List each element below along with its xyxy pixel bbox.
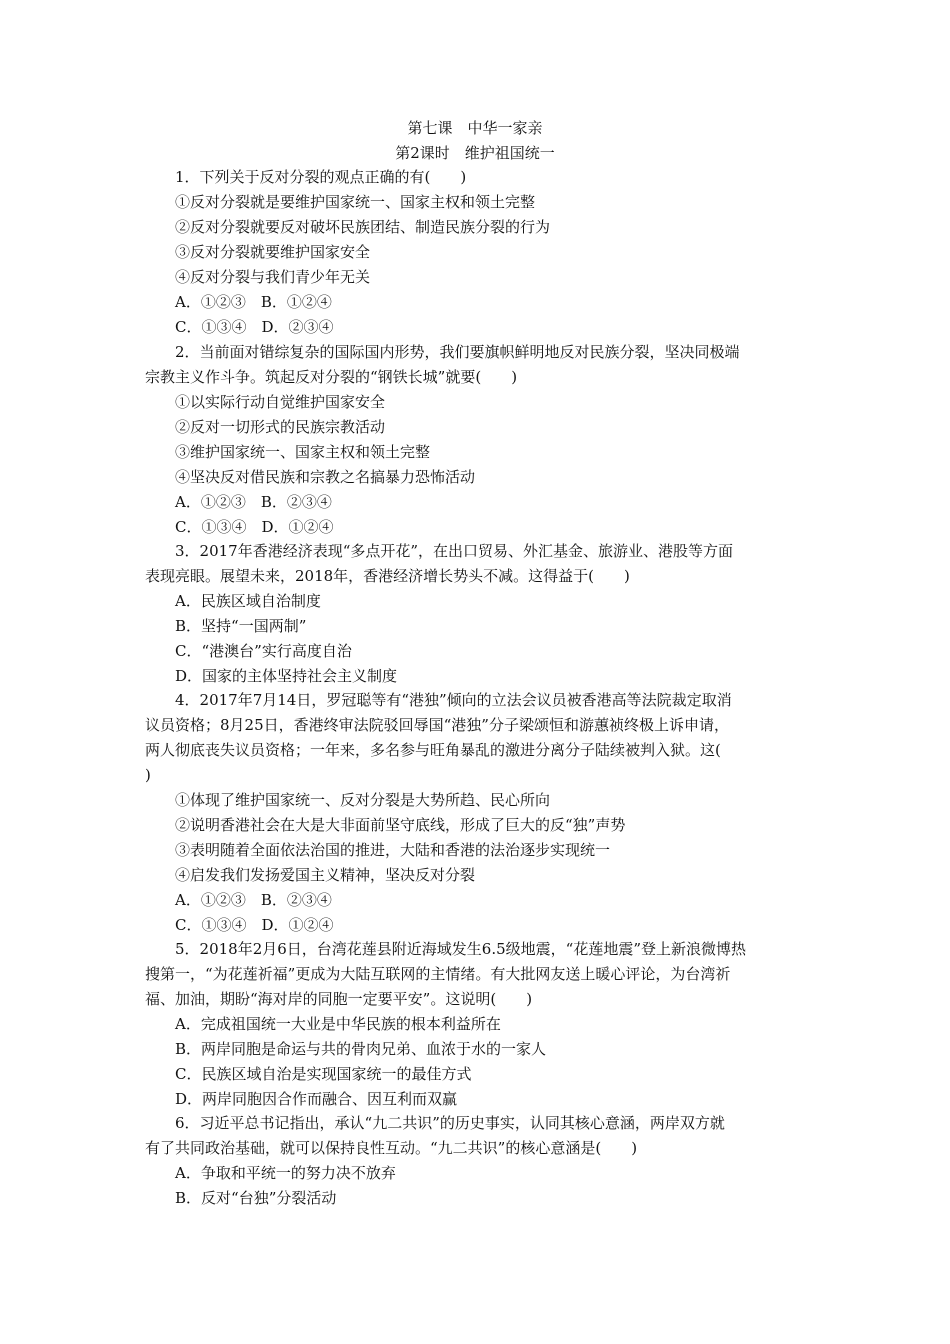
question-2-options-cd: C．①③④ D．①②④ <box>175 518 334 536</box>
question-5-option-a: A．完成祖国统一大业是中华民族的根本利益所在 <box>175 1015 501 1033</box>
question-3-stem-line-2: 表现亮眼。展望未来，2018年，香港经济增长势头不减。这得益于( ) <box>145 567 630 585</box>
lesson-title: 第七课 中华一家亲 <box>407 119 543 137</box>
question-3-option-b: B．坚持“一国两制” <box>175 617 307 635</box>
question-4-stem-line-4: ) <box>145 766 151 784</box>
question-1-options-ab: A．①②③ B．①②④ <box>175 293 332 311</box>
question-5-stem-line-1: 5．2018年2月6日，台湾花莲县附近海域发生6.5级地震，“花莲地震”登上新浪微博热 <box>175 940 746 958</box>
question-1-item-3: ③反对分裂就要维护国家安全 <box>175 243 371 261</box>
question-5-option-b: B．两岸同胞是命运与共的骨肉兄弟、血浓于水的一家人 <box>175 1040 547 1058</box>
question-2-stem-line-2: 宗教主义作斗争。筑起反对分裂的“钢铁长城”就要( ) <box>145 368 518 386</box>
question-5-stem-line-2: 搜第一，“为花莲祈福”更成为大陆互联网的主情绪。有大批网友送上暖心评论，为台湾祈 <box>145 965 731 983</box>
question-3-option-c: C．“港澳台”实行高度自治 <box>175 642 352 660</box>
question-5-option-d: D．两岸同胞因合作而融合、因互利而双赢 <box>175 1090 458 1108</box>
question-1-options-cd: C．①③④ D．②③④ <box>175 318 334 336</box>
question-1-stem: 1．下列关于反对分裂的观点正确的有( ) <box>175 168 467 186</box>
question-6-option-b: B．反对“台独”分裂活动 <box>175 1189 337 1207</box>
question-4-item-2: ②说明香港社会在大是大非面前坚守底线，形成了巨大的反“独”声势 <box>175 816 626 834</box>
question-4-item-3: ③表明随着全面依法治国的推进，大陆和香港的法治逐步实现统一 <box>175 841 611 859</box>
question-3-option-d: D．国家的主体坚持社会主义制度 <box>175 667 398 685</box>
question-1-item-2: ②反对分裂就要反对破坏民族团结、制造民族分裂的行为 <box>175 218 551 236</box>
question-6-option-a: A．争取和平统一的努力决不放弃 <box>175 1164 396 1182</box>
question-2-item-2: ②反对一切形式的民族宗教活动 <box>175 418 386 436</box>
question-4-item-4: ④启发我们发扬爱国主义精神，坚决反对分裂 <box>175 866 476 884</box>
question-6-stem-line-1: 6．习近平总书记指出，承认“九二共识”的历史事实，认同其核心意涵，两岸双方就 <box>175 1114 725 1132</box>
question-4-options-ab: A．①②③ B．②③④ <box>175 891 332 909</box>
question-2-options-ab: A．①②③ B．②③④ <box>175 493 332 511</box>
question-4-stem-line-3: 两人彻底丧失议员资格；一年来，多名参与旺角暴乱的激进分离分子陆续被判入狱。这( <box>145 741 721 759</box>
question-4-item-1: ①体现了维护国家统一、反对分裂是大势所趋、民心所向 <box>175 791 551 809</box>
question-2-stem-line-1: 2．当前面对错综复杂的国际国内形势，我们要旗帜鲜明地反对民族分裂，坚决同极端 <box>175 343 740 361</box>
question-2-item-4: ④坚决反对借民族和宗教之名搞暴力恐怖活动 <box>175 468 476 486</box>
question-3-option-a: A．民族区域自治制度 <box>175 592 321 610</box>
question-4-options-cd: C．①③④ D．①②④ <box>175 916 334 934</box>
question-3-stem-line-1: 3．2017年香港经济表现“多点开花”，在出口贸易、外汇基金、旅游业、港股等方面 <box>175 542 734 560</box>
section-title: 第2课时 维护祖国统一 <box>395 144 555 162</box>
question-1-item-1: ①反对分裂就是要维护国家统一、国家主权和领土完整 <box>175 193 536 211</box>
question-2-item-1: ①以实际行动自觉维护国家安全 <box>175 393 386 411</box>
question-5-option-c: C．民族区域自治是实现国家统一的最佳方式 <box>175 1065 472 1083</box>
question-1-item-4: ④反对分裂与我们青少年无关 <box>175 268 371 286</box>
question-5-stem-line-3: 福、加油，期盼“海对岸的同胞一定要平安”。这说明( ) <box>145 990 533 1008</box>
question-6-stem-line-2: 有了共同政治基础，就可以保持良性互动。“九二共识”的核心意涵是( ) <box>145 1139 638 1157</box>
question-4-stem-line-1: 4．2017年7月14日，罗冠聪等有“港独”倾向的立法会议员被香港高等法院裁定取消 <box>175 691 732 709</box>
question-4-stem-line-2: 议员资格；8月25日，香港终审法院驳回辱国“港独”分子梁颂恒和游蕙祯终极上诉申请， <box>145 716 729 734</box>
question-2-item-3: ③维护国家统一、国家主权和领土完整 <box>175 443 431 461</box>
